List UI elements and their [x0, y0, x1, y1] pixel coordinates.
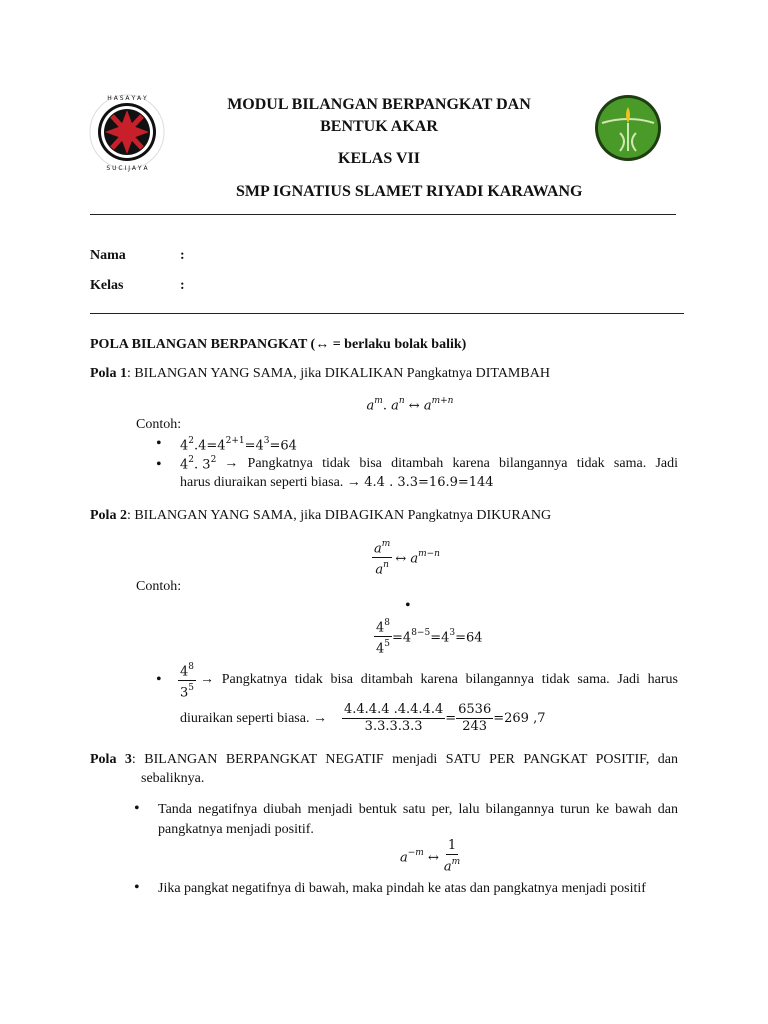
pola3-bullet-1: Tanda negatifnya diubah menjadi bentuk satu per, lalu bilangannya turun ke bawah dan pangkatnya menjadi positif. — [158, 802, 678, 837]
bullet-icon: • — [134, 879, 140, 896]
bullet-icon: • — [405, 597, 411, 614]
pola2-example-1: $\frac{4^8}{4^5}$ $=4^{8-5}=4^3=64$ — [376, 618, 483, 657]
pola2-example-2-calc: $\frac{4.4.4.4 .4.4.4.4}{3.3.3.3.3}$ = $\frac{6536}{243}$ =269 ,7 — [344, 702, 546, 734]
pola2-label: Pola 2 — [90, 508, 127, 523]
bullet-icon: • — [156, 671, 162, 688]
school-line: SMP IGNATIUS SLAMET RIYADI KARAWANG — [236, 183, 583, 200]
pola1-contoh: Contoh: — [136, 417, 182, 432]
header-divider — [90, 214, 676, 215]
pola1-example-2-text: → Pangkatnya tidak bisa ditambah karena bilangannya tidak sama. Jadi — [224, 456, 678, 472]
pola1-example-2-text2: harus diuraikan seperti biasa. → — [180, 475, 361, 491]
pola1-example-2 — [180, 456, 678, 491]
pola3-text: : BILANGAN BERPANGKAT NEGATIF menjadi SATU PER PANGKAT POSITIF, dan — [131, 752, 678, 767]
pola3-formula: $a^{-m}$ ↔ $\frac{1}{a^m}$ — [400, 838, 461, 875]
pola2-calc-den2: 243 — [462, 719, 488, 734]
pola2-example-2-text2: diuraikan seperti biasa. → — [180, 711, 327, 726]
pola2-calc-num2: 6536 — [458, 702, 492, 717]
pola1-example-2-math: $4^2$. $3^2$ — [180, 455, 217, 473]
svg-text:S U C I J A Y A: S U C I J A Y A — [106, 165, 148, 172]
pola3-label: Pola 3 — [90, 752, 132, 767]
school-seal-logo — [88, 92, 166, 172]
pola3-line — [90, 752, 678, 768]
pola2-text: : BILANGAN YANG SAMA, jika DIBAGIKAN Pangkatnya DIKURANG — [126, 508, 552, 523]
pola2-calc-den: 3.3.3.3.3 — [364, 719, 423, 734]
svg-text:H A S A Y A Y: H A S A Y A Y — [107, 95, 147, 102]
pola1-example-2-result: 4.4 . 3.3=16.9=144 — [364, 475, 494, 491]
bullet-icon: • — [156, 435, 162, 452]
bullet-icon: • — [156, 456, 162, 473]
pola1-line — [90, 366, 550, 382]
pola2-line — [90, 508, 551, 524]
pola2-formula: $\frac{a^m}{a^n}$ ↔ $a^{m-n}$ — [374, 539, 440, 578]
pola2-calc-num: 4.4.4.4 .4.4.4.4 — [344, 702, 444, 717]
section-heading: POLA BILANGAN BERPANGKAT (↔ = berlaku bolak balik) — [90, 337, 467, 352]
class-label: Kelas — [90, 278, 124, 293]
form-divider — [90, 313, 684, 314]
pola1-example-1: $4^2.4=4^{2+1}=4^3=64$ — [180, 436, 297, 454]
pola1-formula: $a^m$. $a^n$ ↔ $a^{m+n}$ — [366, 396, 454, 414]
class-colon: : — [180, 278, 185, 293]
name-colon: : — [180, 248, 185, 263]
green-globe-logo — [594, 93, 662, 163]
pola1-label: Pola 1 — [90, 366, 127, 381]
class-line: KELAS VII — [338, 150, 420, 167]
title-line-1: MODUL BILANGAN BERPANGKAT DAN — [227, 96, 531, 113]
pola2-contoh: Contoh: — [136, 579, 182, 594]
pola2-calc-result: =269 ,7 — [493, 711, 546, 726]
pola3-text2: sebaliknya. — [141, 771, 205, 786]
pola2-example-2-text: → Pangkatnya tidak bisa ditambah karena bilangannya tidak sama. Jadi harus — [200, 672, 678, 687]
pola3-bullet-2: Jika pangkat negatifnya di bawah, maka pindah ke atas dan pangkatnya menjadi positif — [158, 881, 646, 896]
title-line-2: BENTUK AKAR — [320, 118, 438, 135]
name-label: Nama — [90, 248, 126, 263]
pola2-example-2-frac: $\frac{4^8}{3^5}$ — [180, 662, 195, 701]
pola1-text: : BILANGAN YANG SAMA, jika DIKALIKAN Pangkatnya DITAMBAH — [126, 366, 550, 381]
bullet-icon: • — [134, 800, 140, 817]
